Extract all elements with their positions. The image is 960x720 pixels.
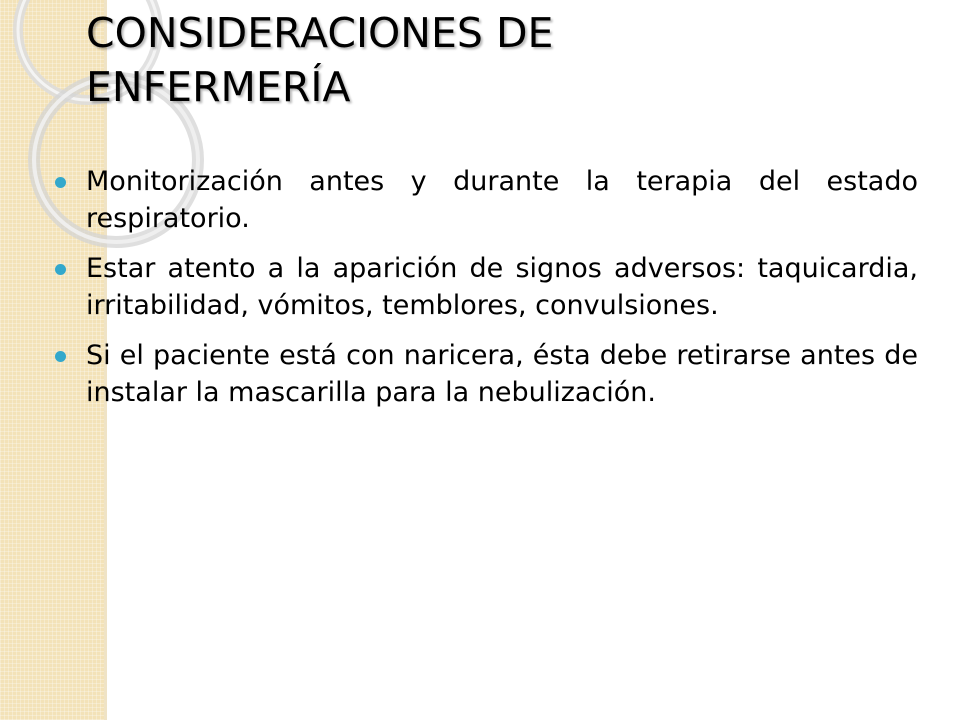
bullet-dot-icon <box>55 351 66 362</box>
bullet-dot-icon <box>55 177 66 188</box>
bullet-text: Monitorización antes y durante la terapia del estado respiratorio. <box>86 166 918 234</box>
bullet-text: Si el paciente está con naricera, ésta debe retirarse antes de instalar la mascarilla para la nebulización. <box>86 340 918 408</box>
bullet-text: Estar atento a la aparición de signos adversos: taquicardia, irritabilidad, vómitos, temblores, convulsiones. <box>86 253 918 321</box>
bullet-item-naricera <box>86 337 918 411</box>
bullet-item-monitorizacion <box>86 163 918 237</box>
bullet-dot-icon <box>55 264 66 275</box>
slide-title-line-1: CONSIDERACIONES DE <box>86 9 554 57</box>
bullet-item-signos-adversos <box>86 250 918 324</box>
slide-title-line-2: ENFERMERÍA <box>86 63 351 111</box>
bullet-list <box>86 163 918 424</box>
slide-title <box>86 6 886 114</box>
